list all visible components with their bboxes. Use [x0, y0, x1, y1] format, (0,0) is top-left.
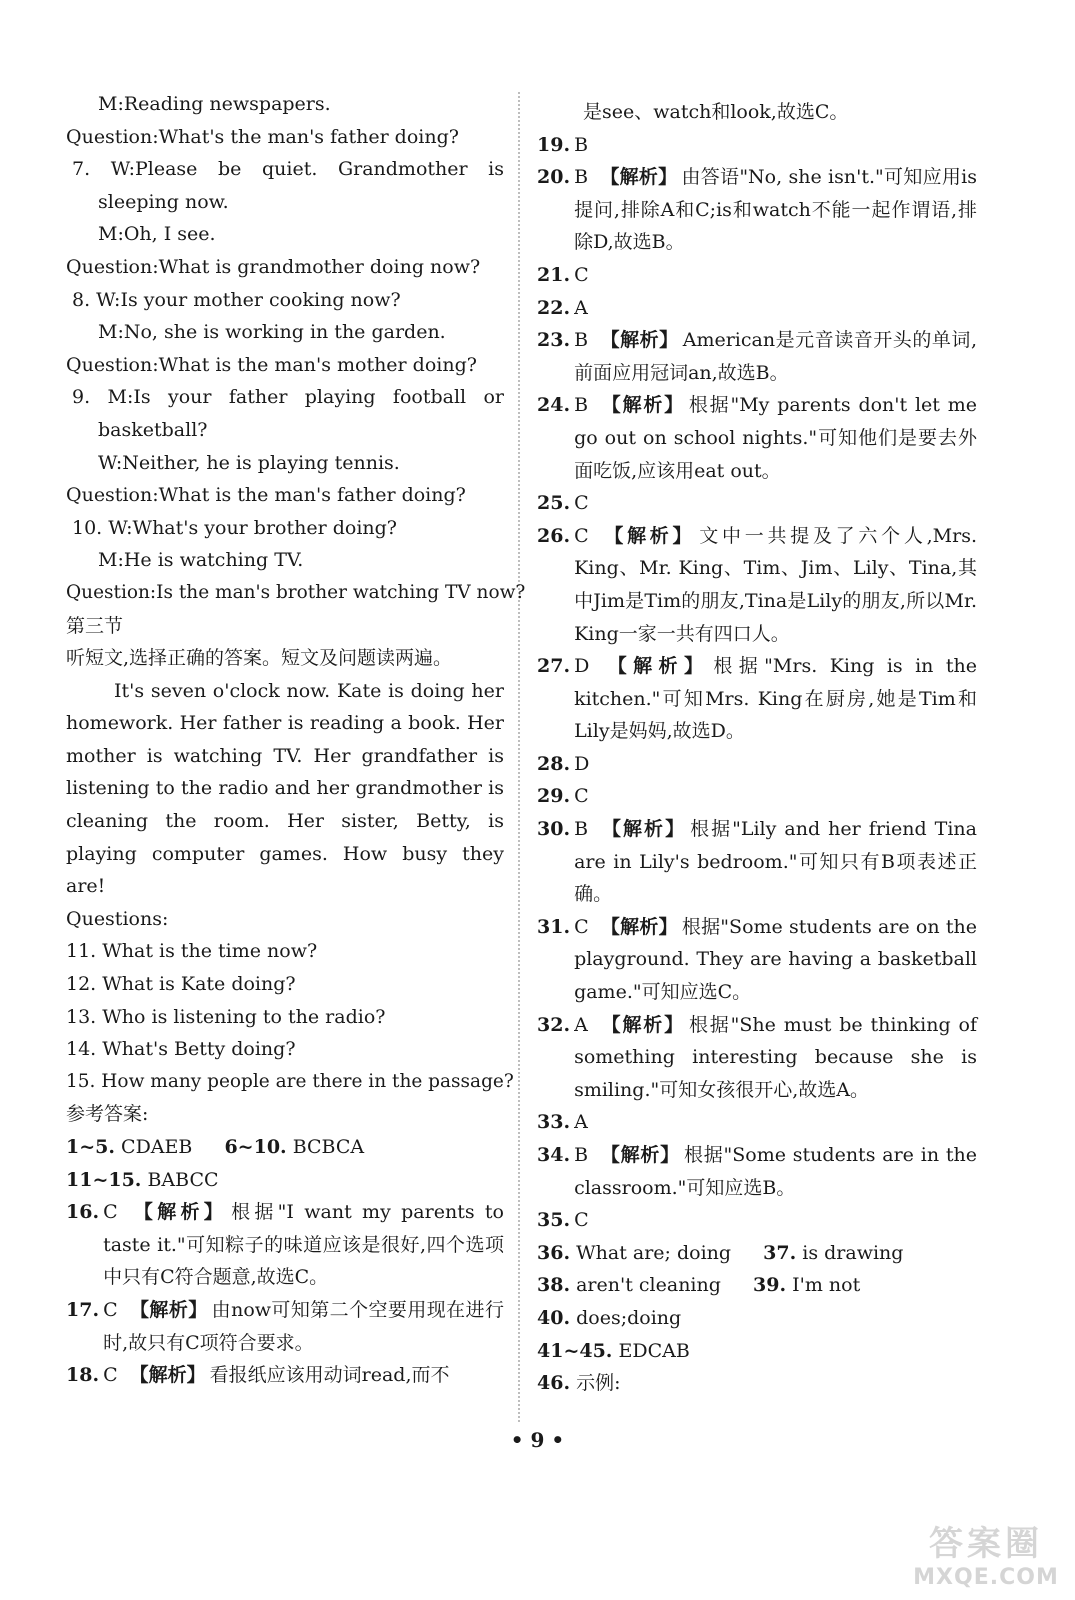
answer-letter: C: [103, 1298, 118, 1321]
answer-item: [537, 259, 977, 292]
analysis-text: 文中一共提及了六个人,Mrs. King、Mr. King、Tim、Jim、Lily、Tina,其中Jim是Tim的朋友,Tina是Lily的朋友,所以Mr. King一家一共有四口人。: [574, 524, 977, 645]
answer-letter: C: [574, 263, 589, 286]
answer-letter: B: [574, 818, 589, 841]
dialogue-line: M:Oh, I see.: [98, 223, 216, 246]
analysis-tag: 【解析】: [600, 818, 687, 841]
answer-value: BABCC: [147, 1168, 219, 1191]
answer-letter: B: [574, 166, 589, 189]
question-line: Question:What is the man's mother doing?: [66, 353, 477, 376]
answer-letter: C: [103, 1364, 118, 1387]
analysis-tag: 【解析】: [599, 1013, 685, 1036]
question-item: 11. What is the time now?: [66, 940, 318, 963]
answer-item: [537, 650, 977, 748]
answer-item: [537, 911, 977, 1009]
dialogue-line: 9. M:Is your father playing football or basketball?: [72, 386, 504, 441]
answer-row: [537, 1335, 977, 1368]
analysis-text: American是元音读音开头的单词,前面应用冠词an,故选B。: [574, 329, 977, 384]
answer-number: 26.: [537, 524, 571, 547]
answer-number: 23.: [537, 329, 571, 352]
section-heading: 第三节: [66, 614, 124, 637]
answer-number: 22.: [537, 296, 571, 319]
answer-row: [537, 1367, 977, 1400]
analysis-tag: 【解析】: [129, 1364, 206, 1387]
answer-value: is drawing: [802, 1241, 904, 1264]
question-item: 14. What's Betty doing?: [66, 1038, 296, 1061]
watermark-text: 答案圈: [929, 1524, 1043, 1564]
dialogue-line: 10. W:What's your brother doing?: [72, 516, 397, 539]
answer-item: [537, 748, 977, 781]
page-number: • 9 •: [510, 1428, 565, 1452]
answer-number: 25.: [537, 492, 571, 515]
dialogue-line: M:No, she is working in the garden.: [98, 321, 446, 344]
answer-item: [537, 487, 977, 520]
answer-item: [537, 1204, 977, 1237]
answer-item: [537, 1106, 977, 1139]
answer-item: [66, 1294, 504, 1359]
answer-item: [537, 813, 977, 911]
answer-letter: C: [574, 915, 589, 938]
watermark-logo: [911, 1516, 1061, 1590]
answer-number: 24.: [537, 394, 571, 417]
answer-number: 33.: [537, 1111, 571, 1134]
answer-value: 示例:: [576, 1372, 621, 1395]
right-column: [537, 96, 977, 1400]
analysis-tag: 【解析】: [601, 655, 710, 678]
answer-number: 27.: [537, 655, 571, 678]
answer-letter: A: [574, 296, 588, 319]
analysis-text: 由now可知第二个空要用现在进行时,故只有C项符合要求。: [103, 1298, 504, 1354]
dialogue-line: M:Reading newspapers.: [98, 93, 331, 115]
analysis-tag: 【解析】: [600, 166, 678, 189]
answer-value: BCBCA: [292, 1136, 365, 1158]
answer-number: 31.: [537, 915, 571, 938]
answer-item: [537, 324, 977, 389]
left-column: [66, 88, 526, 1392]
section-instructions: 听短文,选择正确的答案。短文及问题读两遍。: [66, 647, 453, 670]
answer-row: [537, 1237, 977, 1270]
answer-value: CDAEB: [121, 1136, 193, 1158]
analysis-tag: 【解析】: [129, 1201, 228, 1224]
analysis-text: 根据"Mrs. King is in the kitchen."可知Mrs. King在厨房,她是Tim和Lily是妈妈,故选D。: [574, 655, 977, 743]
answer-value: What are; doing: [576, 1241, 732, 1264]
answer-letter: A: [574, 1013, 588, 1036]
analysis-tag: 【解析】: [600, 524, 696, 547]
answer-row: [66, 1164, 504, 1197]
answer-letter: B: [574, 394, 589, 417]
analysis-text: 根据"She must be thinking of something interesting because she is smiling."可知女孩很开心,故选A。: [574, 1013, 977, 1101]
analysis-tag: 【解析】: [600, 915, 678, 938]
answer-letter: C: [574, 1209, 589, 1232]
answer-item: [537, 780, 977, 813]
answer-number: 32.: [537, 1013, 571, 1036]
answer-row: [537, 1302, 977, 1335]
answer-number: 36.: [537, 1241, 571, 1264]
answer-letter: B: [574, 1144, 589, 1166]
dialogue-line: 8. W:Is your mother cooking now?: [72, 288, 401, 311]
answer-number: 16.: [66, 1201, 100, 1224]
answer-row: [537, 1269, 977, 1302]
answer-number: 19.: [537, 133, 571, 156]
analysis-tag: 【解析】: [600, 329, 679, 352]
question-item: 13. Who is listening to the radio?: [66, 1005, 386, 1028]
answer-number: 34.: [537, 1144, 571, 1166]
answer-item: [66, 1359, 504, 1392]
answer-number: 30.: [537, 818, 571, 841]
answer-number: 35.: [537, 1209, 571, 1232]
answer-number: 21.: [537, 263, 571, 286]
continued-text: 是see、watch和look,故选C。: [583, 101, 849, 123]
answer-item: [537, 161, 977, 259]
analysis-text: 由答语"No, she isn't."可知应用is提问,排除A和C;is和watch不能一起作谓语,排除D,故选B。: [574, 166, 977, 254]
answer-number: 40.: [537, 1306, 571, 1329]
answer-number: 18.: [66, 1364, 100, 1387]
question-item: 12. What is Kate doing?: [66, 973, 296, 996]
analysis-tag: 【解析】: [600, 1144, 680, 1166]
answer-item: [537, 389, 977, 487]
answer-row: [66, 1131, 504, 1164]
answer-item: [537, 1139, 977, 1204]
question-line: Question:What is grandmother doing now?: [66, 255, 481, 278]
answer-letter: C: [103, 1201, 118, 1224]
answer-item: [537, 129, 977, 162]
answer-number: 11~15.: [66, 1168, 142, 1191]
watermark-domain: MXQE.COM: [913, 1565, 1059, 1590]
answer-key-heading: 参考答案:: [66, 1103, 149, 1126]
answer-letter: B: [574, 133, 589, 156]
answer-number: 20.: [537, 166, 571, 189]
answer-letter: B: [574, 329, 589, 352]
answer-value: EDCAB: [618, 1339, 690, 1362]
dialogue-line: 7. W:Please be quiet. Grandmother is sleeping now.: [72, 158, 504, 213]
analysis-tag: 【解析】: [600, 394, 685, 417]
answer-item: [537, 292, 977, 325]
answer-number: 28.: [537, 752, 571, 775]
answer-number: 6~10.: [224, 1136, 287, 1158]
dialogue-line: W:Neither, he is playing tennis.: [98, 451, 400, 474]
analysis-tag: 【解析】: [129, 1298, 208, 1321]
answer-value: I'm not: [792, 1274, 861, 1297]
answer-number: 17.: [66, 1298, 100, 1321]
analysis-text: 根据"My parents don't let me go out on school nights."可知他们是要去外面吃饭,应该用eat out。: [574, 394, 977, 482]
answer-number: 39.: [753, 1274, 787, 1297]
answer-letter: D: [574, 655, 590, 678]
answer-number: 37.: [763, 1241, 797, 1264]
dialogue-line: M:He is watching TV.: [98, 549, 304, 572]
answer-letter: D: [574, 752, 590, 775]
analysis-text: 根据"Some students are in the classroom."可知应选B。: [574, 1144, 977, 1199]
answer-number: 38.: [537, 1274, 571, 1297]
answer-letter: C: [574, 524, 589, 547]
listening-passage: It's seven o'clock now. Kate is doing her homework. Her father is reading a book. Her mother is watching TV. Her grandfather is listening to the radio and her grandmother is cleaning the room. Her sister, Betty, is playing computer games. How busy they are!: [66, 679, 504, 898]
column-divider: [518, 92, 520, 1422]
answer-number: 1~5.: [66, 1136, 115, 1158]
analysis-text: 根据"I want my parents to taste it."可知粽子的味道应该是很好,四个选项中只有C符合题意,故选C。: [103, 1201, 504, 1289]
question-line: Question:What's the man's father doing?: [66, 125, 459, 148]
answer-letter: C: [574, 785, 589, 808]
question-line: Question:What is the man's father doing?: [66, 484, 466, 507]
question-item: 15. How many people are there in the passage?: [66, 1070, 514, 1092]
answer-item: [537, 1009, 977, 1107]
answer-letter: C: [574, 492, 589, 515]
answer-number: 29.: [537, 785, 571, 808]
answer-number: 46.: [537, 1372, 571, 1395]
analysis-text: 根据"Some students are on the playground. They are having a basketball game."可知应选C。: [574, 915, 977, 1004]
answer-item: [537, 520, 977, 650]
answer-letter: A: [574, 1111, 588, 1134]
analysis-text: 看报纸应该用动词read,而不: [209, 1364, 450, 1387]
answer-value: aren't cleaning: [576, 1274, 721, 1297]
answer-item: [66, 1196, 504, 1294]
answer-number: 41~45.: [537, 1339, 613, 1362]
answer-value: does;doing: [576, 1306, 682, 1329]
question-line: Question:Is the man's brother watching TV now?: [66, 581, 526, 603]
analysis-text: 根据"Lily and her friend Tina are in Lily's bedroom."可知只有B项表述正确。: [574, 818, 977, 906]
questions-label: Questions:: [66, 907, 169, 930]
